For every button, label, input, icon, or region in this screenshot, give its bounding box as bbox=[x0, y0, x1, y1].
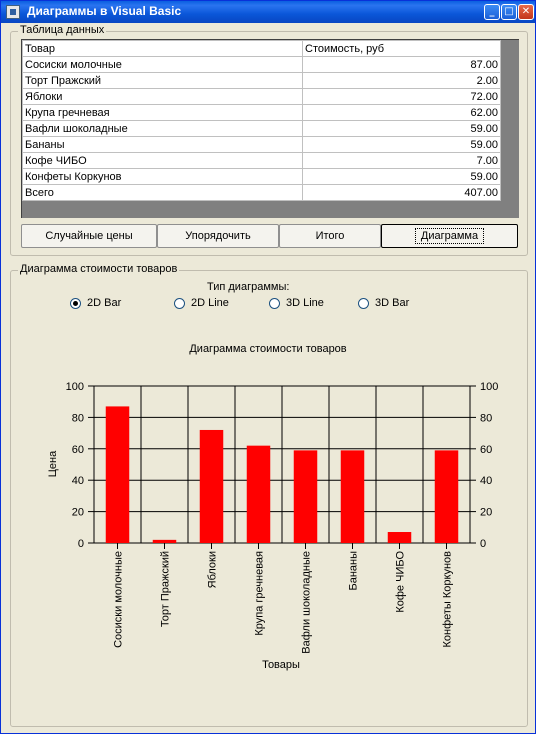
cell-product[interactable]: Конфеты Коркунов bbox=[23, 169, 303, 185]
cell-price[interactable]: 59.00 bbox=[303, 137, 501, 153]
window-title: Диаграммы в Visual Basic bbox=[27, 4, 182, 18]
radio-3d-bar[interactable] bbox=[358, 298, 369, 309]
random-prices-button[interactable]: Случайные цены bbox=[21, 224, 157, 248]
x-tick-label: Яблоки bbox=[206, 551, 219, 589]
table-row[interactable] bbox=[23, 137, 501, 153]
bar bbox=[341, 450, 365, 543]
bar bbox=[106, 406, 130, 543]
cell-price[interactable]: 72.00 bbox=[303, 89, 501, 105]
cell-product[interactable]: Торт Пражский bbox=[23, 73, 303, 89]
cell-product[interactable]: Бананы bbox=[23, 137, 303, 153]
bar-chart bbox=[1, 331, 535, 681]
cell-price[interactable]: 59.00 bbox=[303, 169, 501, 185]
cell-product[interactable]: Всего bbox=[23, 185, 303, 201]
chart-grid bbox=[88, 386, 476, 549]
x-tick-label: Торт Пражский bbox=[159, 551, 172, 628]
bar bbox=[247, 446, 271, 543]
maximize-button[interactable]: □ bbox=[501, 4, 517, 20]
y-tick-label-right: 20 bbox=[480, 506, 493, 519]
radio-3d-bar-label[interactable]: 3D Bar bbox=[375, 297, 410, 309]
data-table bbox=[22, 40, 501, 201]
minimize-button[interactable]: _ bbox=[484, 4, 500, 20]
cell-price[interactable]: 2.00 bbox=[303, 73, 501, 89]
cell-product[interactable]: Яблоки bbox=[23, 89, 303, 105]
cell-product[interactable]: Вафли шоколадные bbox=[23, 121, 303, 137]
x-tick-label: Кофе ЧИБО bbox=[394, 551, 407, 613]
y-tick-label-left: 100 bbox=[65, 381, 84, 393]
table-row[interactable] bbox=[23, 169, 501, 185]
chart-xlabel: Товары bbox=[262, 659, 300, 671]
bar bbox=[200, 430, 224, 543]
x-tick-label: Конфеты Коркунов bbox=[441, 551, 454, 648]
y-tick-label-right: 0 bbox=[480, 538, 487, 550]
cell-price[interactable]: 87.00 bbox=[303, 57, 501, 73]
chart-button[interactable] bbox=[381, 224, 518, 248]
radio-2d-bar[interactable] bbox=[70, 298, 81, 309]
bar bbox=[388, 532, 412, 543]
chart-type-label: Тип диаграммы: bbox=[207, 281, 290, 293]
y-tick-label-right: 40 bbox=[480, 475, 493, 488]
x-tick-label: Вафли шоколадные bbox=[300, 551, 313, 654]
radio-2d-line-label[interactable]: 2D Line bbox=[191, 297, 229, 309]
y-tick-label-left: 40 bbox=[71, 475, 84, 488]
table-header-row bbox=[23, 41, 501, 57]
cell-price[interactable]: 62.00 bbox=[303, 105, 501, 121]
x-tick-label: Крупа гречневая bbox=[253, 551, 266, 636]
radio-3d-line-label[interactable]: 3D Line bbox=[286, 297, 324, 309]
table-row[interactable] bbox=[23, 73, 501, 89]
table-row[interactable] bbox=[23, 105, 501, 121]
table-row[interactable] bbox=[23, 89, 501, 105]
cell-price[interactable]: 407.00 bbox=[303, 185, 501, 201]
header-product[interactable]: Товар bbox=[23, 41, 303, 57]
y-tick-label-right: 60 bbox=[480, 443, 493, 456]
x-tick-label: Сосиски молочные bbox=[112, 551, 125, 648]
radio-3d-line[interactable] bbox=[269, 298, 280, 309]
y-tick-label-left: 80 bbox=[71, 412, 84, 425]
cell-price[interactable]: 59.00 bbox=[303, 121, 501, 137]
cell-product[interactable]: Кофе ЧИБО bbox=[23, 153, 303, 169]
y-tick-label-right: 80 bbox=[480, 412, 493, 425]
bar bbox=[294, 450, 318, 543]
table-row-total[interactable] bbox=[23, 185, 501, 201]
bar bbox=[435, 450, 459, 543]
cell-price[interactable]: 7.00 bbox=[303, 153, 501, 169]
radio-2d-line[interactable] bbox=[174, 298, 185, 309]
title-bar[interactable] bbox=[1, 1, 535, 23]
table-row[interactable] bbox=[23, 153, 501, 169]
radio-2d-bar-label[interactable]: 2D Bar bbox=[87, 297, 122, 309]
sort-button[interactable]: Упорядочить bbox=[157, 224, 279, 248]
x-tick-label: Бананы bbox=[347, 551, 360, 591]
total-button[interactable]: Итого bbox=[279, 224, 381, 248]
close-button[interactable]: ✕ bbox=[518, 4, 534, 20]
data-grid[interactable] bbox=[21, 39, 519, 218]
cell-product[interactable]: Сосиски молочные bbox=[23, 57, 303, 73]
chart-ylabel: Цена bbox=[47, 450, 59, 478]
bar bbox=[153, 540, 177, 543]
table-row[interactable] bbox=[23, 121, 501, 137]
y-tick-label-right: 100 bbox=[480, 381, 499, 393]
y-tick-label-left: 60 bbox=[71, 443, 84, 456]
header-price[interactable]: Стоимость, руб bbox=[303, 41, 501, 57]
table-row[interactable] bbox=[23, 57, 501, 73]
chart-group-caption: Диаграмма стоимости товаров bbox=[20, 263, 178, 275]
cell-product[interactable]: Крупа гречневая bbox=[23, 105, 303, 121]
y-tick-label-left: 0 bbox=[77, 538, 84, 550]
chart-button-label: Диаграмма bbox=[417, 230, 482, 242]
table-group-caption: Таблица данных bbox=[20, 24, 105, 36]
app-icon bbox=[6, 5, 20, 19]
y-tick-label-left: 20 bbox=[71, 506, 84, 519]
chart-title: Диаграмма стоимости товаров bbox=[189, 343, 347, 355]
